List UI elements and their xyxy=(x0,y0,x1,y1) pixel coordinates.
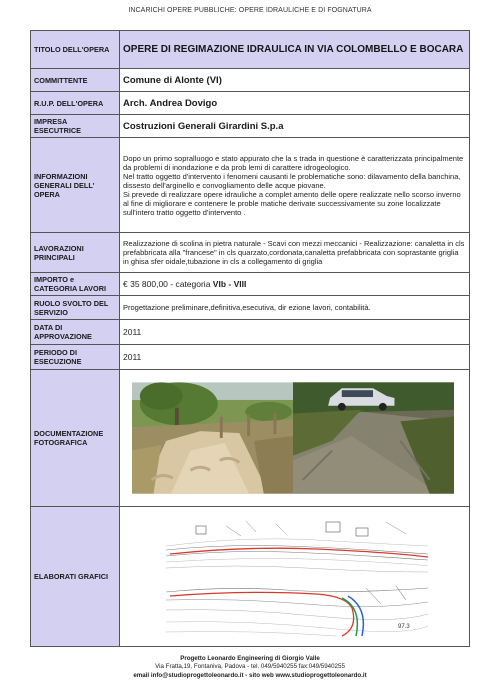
impresa-value: Costruzioni Generali Girardini S.p.a xyxy=(120,115,470,138)
label-informazioni: INFORMAZIONI GENERALI DELL' OPERA xyxy=(31,138,120,233)
ruolo-value: Progettazione preliminare,definitiva,esecutiva, dir ezione lavori, contabilità. xyxy=(120,296,470,320)
site-plan-upper xyxy=(166,516,428,574)
label-committente: COMMITTENTE xyxy=(31,69,120,92)
informazioni-value xyxy=(120,138,470,233)
label-ruolo: RUOLO SVOLTO DEL SERVIZIO xyxy=(31,296,120,320)
importo-category: VIb - VIII xyxy=(212,278,247,289)
footer-company: Progetto Leonardo Engineering di Giorgio Valle xyxy=(180,655,320,662)
info-paragraph-1: Dopo un primo sopralluogo e stato appurato che la s trada in questione è caratterizzata principalmente da problemi di inondazione e da prob lemi di carattere idrogeologico. xyxy=(123,153,464,172)
page-header: INCARICHI OPERE PUBBLICHE: OPERE IDRAULICHE E DI FOGNATURA xyxy=(128,7,372,14)
periodo-value: 2011 xyxy=(120,345,470,370)
importo-value xyxy=(120,273,470,296)
map-cell xyxy=(120,507,470,647)
rup-value: Arch. Andrea Dovigo xyxy=(120,92,470,115)
label-importo: IMPORTO e CATEGORIA LAVORI xyxy=(31,273,120,296)
label-periodo: PERIODO DI ESECUZIONE xyxy=(31,345,120,370)
label-titolo: TITOLO DELL'OPERA xyxy=(31,31,120,69)
info-paragraph-3: Si prevede di realizzare opere idrauliche a complet amento delle opere realizzate nello scorso inverno al fine di migliorare e contenere le proble matiche derivate successivamente su zone localizzate sull'intero tratto oggetto d'intervento . xyxy=(123,189,461,217)
committente-value: Comune di Alonte (VI) xyxy=(120,69,470,92)
importo-category-prefix: - categoria xyxy=(167,278,213,289)
map-elevation-label: 97.3 xyxy=(398,623,410,630)
label-data: DATA DI APPROVAZIONE xyxy=(31,320,120,345)
footer-contacts: email info@studioprogettoleonardo.it - sito web www.studioprogettoleonardo.it xyxy=(133,671,367,679)
project-title: OPERE DI REGIMAZIONE IDRAULICA IN VIA COLOMBELLO E BOCARA xyxy=(120,31,470,69)
info-paragraph-2: Nel tratto oggetto d'intervento i fenomeni causanti le problematiche sono: dilavamento della banchina, dissesto dell'arginello e convogliamento delle acque piovane. xyxy=(123,171,461,190)
project-sheet xyxy=(30,30,470,647)
site-photo-road-car xyxy=(293,381,454,495)
label-lavorazioni: LAVORAZIONI PRINCIPALI xyxy=(31,233,120,273)
photo-cell xyxy=(120,370,470,507)
label-elaborati: ELABORATI GRAFICI xyxy=(31,507,120,647)
lavorazioni-value: Realizzazione di scolina in pietra naturale - Scavi con mezzi meccanici - Realizzazione: canaletta in cls prefabbricata alla "francese" in cls quarzato,cordonata,canaletta prefabbricata con soprastante griglia in ghisa sfer oidale,tubazione in cls a collegamento di griglia xyxy=(123,239,465,266)
footer-address: Via Fratta,19, Fontaniva, Padova - tel. 049/5940255 fax:049/5940255 xyxy=(155,663,345,671)
site-plan-lower xyxy=(166,578,428,638)
lavorazioni-cell xyxy=(120,233,470,273)
label-documentazione: DOCUMENTAZIONE FOTOGRAFICA xyxy=(31,370,120,507)
page-footer xyxy=(0,655,500,680)
site-photo-stone-channel xyxy=(132,381,293,495)
label-impresa: IMPRESA ESECUTRICE xyxy=(31,115,120,138)
importo-amount: € 35 800,00 xyxy=(123,278,168,289)
label-rup: R.U.P. DELL'OPERA xyxy=(31,92,120,115)
data-value: 2011 xyxy=(120,320,470,345)
